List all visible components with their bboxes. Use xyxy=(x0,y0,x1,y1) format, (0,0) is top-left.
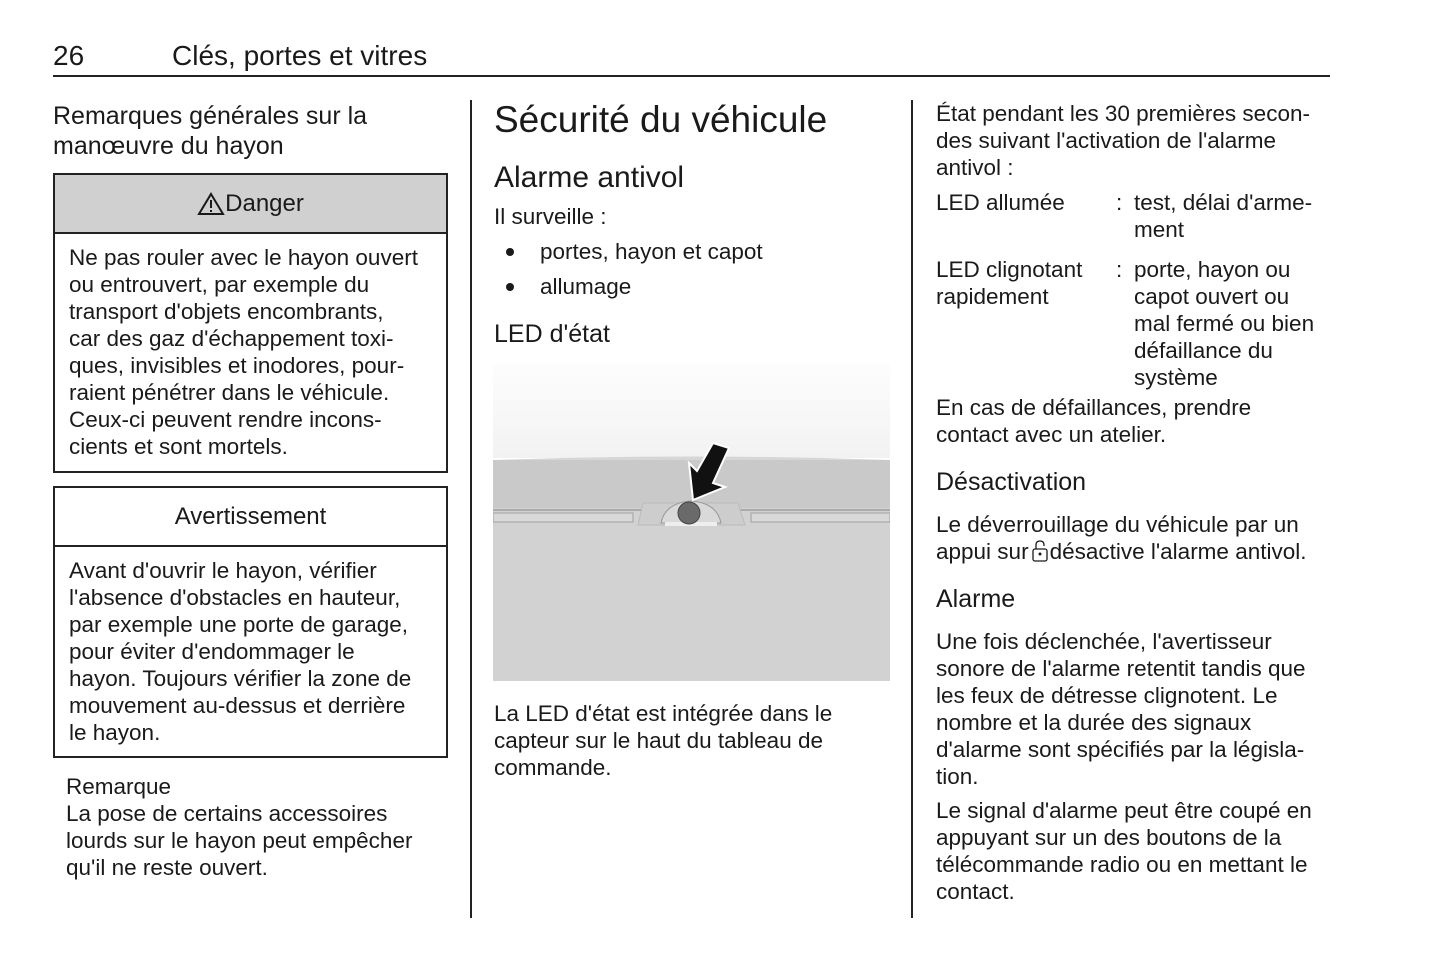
warning-box xyxy=(53,486,448,758)
column-divider xyxy=(911,100,913,918)
warning-triangle-icon xyxy=(197,192,225,216)
note-text: La pose de certains accessoires lourds sur le hayon peut empêcher qu'il ne reste ouvert. xyxy=(66,801,413,880)
state-intro: État pendant les 30 premières secon- des suivant l'activation de l'alarme antivol : xyxy=(936,101,1310,180)
note-title: Remarque xyxy=(66,774,172,799)
state-desc: test, délai d'arme- ment xyxy=(1134,190,1313,242)
list-item-text: allumage xyxy=(540,274,632,299)
deactivation-line: Le déverrouillage du véhicule par un xyxy=(936,512,1299,537)
state-separator: : xyxy=(1116,257,1123,282)
column-divider xyxy=(470,100,472,918)
chapter-title: Clés, portes et vitres xyxy=(172,40,428,71)
danger-header xyxy=(55,175,446,234)
subsection-title: Alarme antivol xyxy=(494,161,685,194)
alarm-heading: Alarme xyxy=(936,585,1016,613)
led-caption: La LED d'état est intégrée dans le capteur sur le haut du tableau de commande. xyxy=(494,701,833,780)
danger-text: Ne pas rouler avec le hayon ouvert ou entrouvert, par exemple du transport d'objets encombrants, car des gaz d'échappement toxi- ques, invisibles et inodores, pour- raient pénétrer dans le véhicule. Ceux-ci peuvent rendre incons- cients et sont mortels. xyxy=(69,245,418,459)
alarm-text: Une fois déclenchée, l'avertisseur sonore de l'alarme retentit tandis que les feux de détresse clignotent. Le nombre et la durée des signaux d'alarme sont spécifiés par la législa- tion. xyxy=(936,629,1306,789)
state-row xyxy=(936,189,1336,243)
danger-box xyxy=(53,173,448,473)
led-state-table xyxy=(936,189,1336,391)
state-desc: porte, hayon ou capot ouvert ou mal fermé ou bien défaillance du système xyxy=(1134,257,1315,390)
intro-text: Il surveille : xyxy=(494,204,607,229)
deactivation-text-part: appui sur xyxy=(936,539,1029,564)
page-number: 26 xyxy=(53,40,85,71)
list-item-text: portes, hayon et capot xyxy=(540,239,763,264)
bullet-list xyxy=(494,234,763,304)
list-item xyxy=(494,269,763,304)
list-item xyxy=(494,234,763,269)
state-separator: : xyxy=(1116,190,1123,215)
state-row xyxy=(936,256,1336,391)
alarm-stop-text: Le signal d'alarme peut être coupé en appuyant sur un des boutons de la télécommande radio ou en mettant le contact. xyxy=(936,798,1312,904)
led-illustration xyxy=(493,363,890,681)
deactivation-text xyxy=(936,511,1306,565)
warning-text: Avant d'ouvrir le hayon, vérifier l'absence d'obstacles en hauteur, par exemple une porte de garage, pour éviter d'endommager le hayon. Toujours vérifier la zone de mouvement au-dessus et derrière le hayon. xyxy=(69,558,412,745)
header-rule xyxy=(53,75,1330,77)
deactivation-line xyxy=(936,538,1306,565)
section-heading: Remarques générales sur la manœuvre du hayon xyxy=(53,102,368,160)
page-title: Sécurité du véhicule xyxy=(494,99,828,140)
state-term: LED clignotant rapidement xyxy=(936,257,1083,309)
failure-text: En cas de défaillances, prendre contact avec un atelier. xyxy=(936,395,1252,447)
unlock-icon xyxy=(1031,540,1049,562)
deactivation-heading: Désactivation xyxy=(936,468,1087,496)
deactivation-text-part: désactive l'alarme antivol. xyxy=(1049,539,1307,564)
state-term: LED allumée xyxy=(936,190,1065,215)
led-heading: LED d'état xyxy=(494,320,610,348)
warning-title: Avertissement xyxy=(55,488,446,547)
danger-title: Danger xyxy=(225,190,304,217)
